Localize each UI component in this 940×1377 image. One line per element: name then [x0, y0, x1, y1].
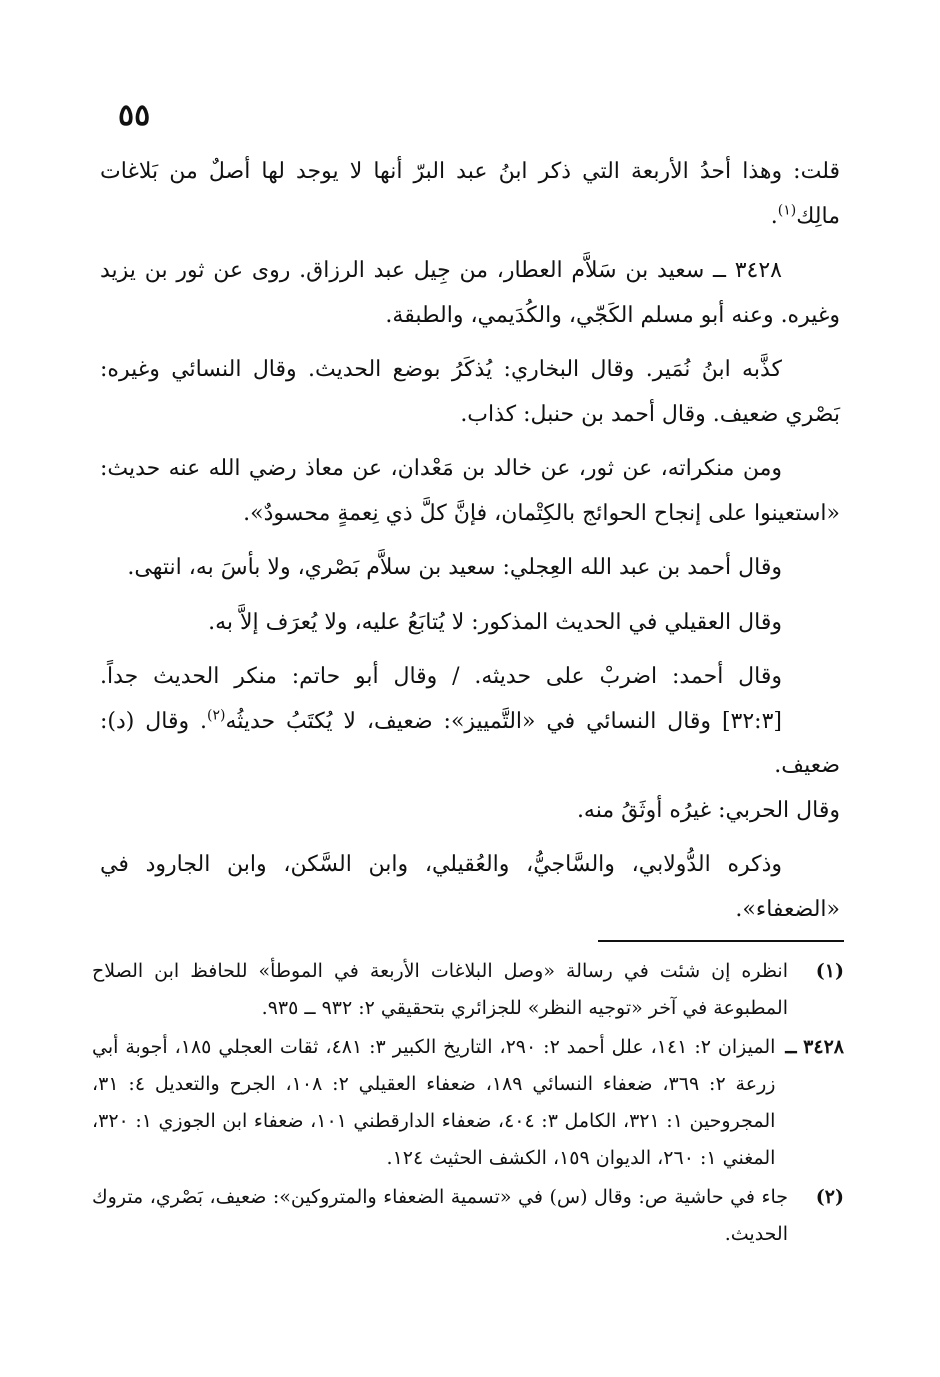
footnote-label: (١)	[815, 960, 844, 982]
footnote-sources-3428	[92, 1029, 844, 1177]
footnote-text: جاء في حاشية ص: وقال (س) في «تسمية الضعفاء والمتروكين»: ضعيف، بَصْري، متروك الحديث.	[92, 1186, 788, 1245]
paragraph-8: وقال الحربي: غيرُه أوثَقُ منه.	[576, 797, 840, 823]
paragraph-7-text-c: . وقال (د): ضعيف.	[100, 708, 840, 778]
paragraph-5: وقال أحمد بن عبد الله العِجلي: سعيد بن سلاَّم بَصْري، ولا بأسَ به، انتهى.	[127, 555, 782, 580]
footnotes	[92, 953, 844, 1255]
footnote-label: (٢)	[815, 1186, 844, 1208]
footnote-ref-1: (١)	[777, 202, 797, 219]
footnote-label: ٣٤٢٨ ــ	[785, 1036, 844, 1058]
page-number: ٥٥	[118, 98, 151, 133]
paragraph-1-text: قلت: وهذا أحدُ الأربعة التي ذكر ابنُ عبد البرّ أنها لا يوجد لها أصلٌ من بَلاغات مالِك	[100, 159, 840, 229]
paragraph-3: كذَّبه ابنُ نُمَير. وقال البخاري: يُذكَرُ بوضع الحديث. وقال النسائي وغيره: بَصْري ضعيف. وقال أحمد بن حنبل: كذاب.	[100, 357, 840, 427]
footnote-ref-2: (٢)	[206, 707, 226, 724]
footnote-text: انظره إن شئت في رسالة «وصل البلاغات الأربعة في الموطأ» للحافظ ابن الصلاح المطبوعة في آخر «توجيه النظر» للجزائري بتحقيقي ٢: ٩٣٢ ــ ٩٣٥.	[92, 960, 788, 1019]
paragraph-6: وقال العقيلي في الحديث المذكور: لا يُتابَعُ عليه، ولا يُعرَف إلاَّ به.	[208, 609, 782, 635]
paragraph-1	[100, 150, 840, 239]
entry-3428: ٣٤٢٨ ــ سعيد بن سَلاَّم العطار، من جِيل عبد الرزاق. روى عن ثور بن يزيد وغيره. وعنه أبو مسلم الكَجّي، والكُدَيمي، والطبقة.	[100, 258, 840, 328]
paragraph-9: وذكره الدُّولابي، والسَّاجيُّ، والعُقيلي، وابن السَّكن، وابن الجارود في «الضعفاء».	[100, 852, 840, 922]
footnote-text: الميزان ٢: ١٤١، علل أحمد ٢: ٢٩٠، التاريخ الكبير ٣: ٤٨١، ثقات العجلي ١٨٥، أجوبة أبي زرعة ٢: ٣٦٩، ضعفاء النسائي ١٨٩، ضعفاء العقيلي ٢: ١٠٨، الجرح والتعديل ٤: ٣١، المجروحين ١: ٣٢١، الكامل ٣: ٤٠٤، ضعفاء الدارقطني ١٠١، ضعفاء ابن الجوزي ١: ٣٢٠، المغني ١: ٢٦٠، الديوان ١٥٩، الكشف الحثيث ١٢٤.	[92, 1036, 776, 1169]
footnote-1	[92, 953, 844, 1027]
footnote-divider	[598, 940, 844, 942]
paragraph-7-text-a: وقال أحمد: اضربْ على حديثه. / وقال أبو حاتم: منكر الحديث جداً.	[100, 664, 782, 689]
paragraph-4: ومن منكراته، عن ثور، عن خالد بن مَعْدان، عن معاذ رضي الله عنه حديث: «استعينوا على إنجاح الحوائج بالكِتْمان، فإنَّ كلَّ ذي نِعمةٍ محسودٌ».	[100, 456, 840, 526]
paragraph-1-end: .	[770, 203, 778, 229]
paragraph-7-text-b: وقال النسائي في «التَّمييز»: ضعيف، لا يُكتَبُ حديثُه	[225, 708, 712, 734]
footnote-2	[92, 1179, 844, 1253]
volume-page-marker: [٣٢:٣]	[721, 708, 782, 734]
paragraph-7	[100, 655, 840, 833]
main-text	[100, 150, 840, 942]
